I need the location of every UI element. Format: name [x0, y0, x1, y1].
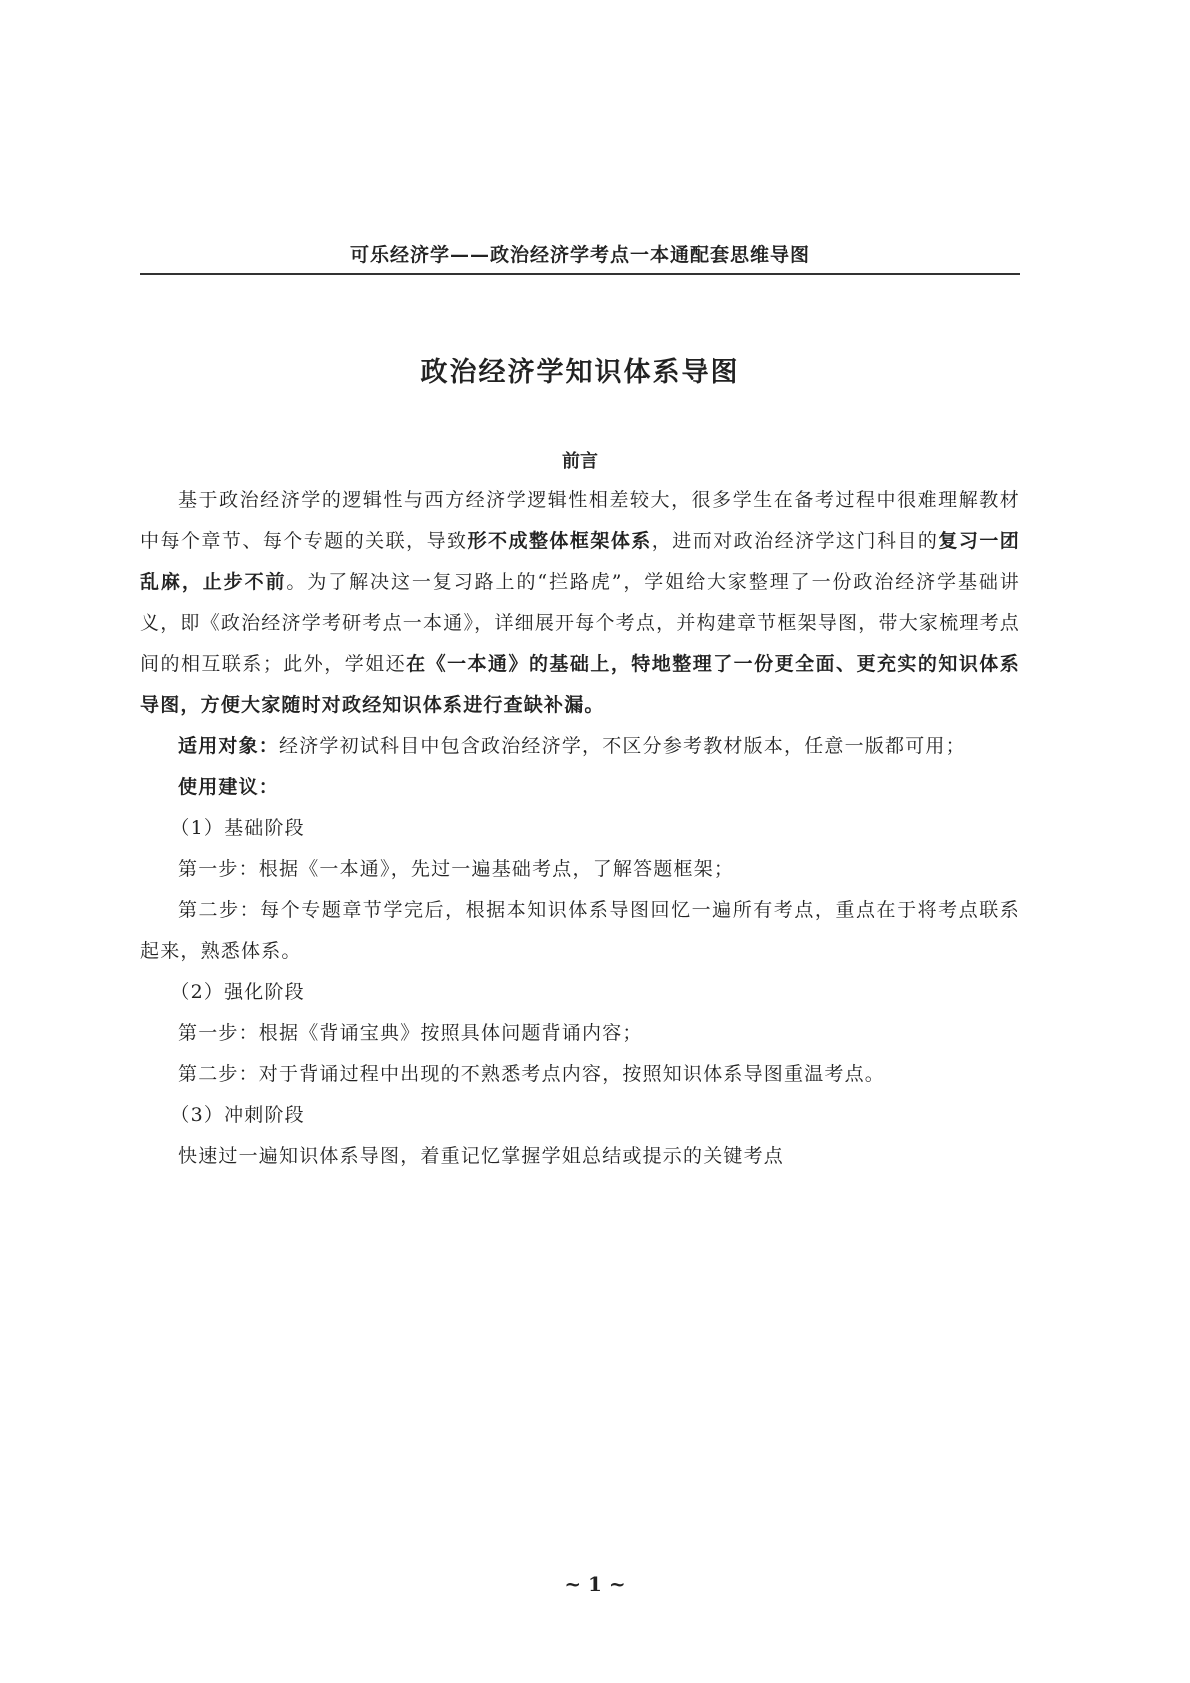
stage-step: 第二步：对于背诵过程中出现的不熟悉考点内容，按照知识体系导图重温考点。 — [178, 1063, 886, 1085]
usage-heading — [140, 767, 1020, 808]
preface-paragraph — [140, 480, 1020, 726]
document-body — [140, 480, 1020, 1177]
preface-heading: 前言 — [562, 451, 598, 472]
page-title: 政治经济学知识体系导图 — [420, 357, 740, 388]
page-number: ~ 1 ~ — [564, 1572, 626, 1596]
preface-emphasis: 形不成整体框架体系 — [467, 530, 652, 552]
stage-step: 第一步：根据《背诵宝典》按照具体问题背诵内容； — [178, 1022, 643, 1044]
preface-emphasis: 复习一团乱麻，止步不前 — [140, 530, 1020, 593]
stage-step: 第二步：每个专题章节学完后，根据本知识体系导图回忆一遍所有考点，重点在于将考点联系起来，熟悉体系。 — [140, 899, 1020, 962]
audience-label: 适用对象： — [178, 735, 280, 757]
stage-title: （3）冲刺阶段 — [170, 1104, 305, 1126]
audience-text: 经济学初试科目中包含政治经济学，不区分参考教材版本，任意一版都可用； — [279, 735, 966, 757]
stage-step: 第一步：根据《一本通》，先过一遍基础考点，了解答题框架； — [178, 858, 735, 880]
header-divider — [140, 273, 1020, 275]
preface-emphasis: 在《一本通》的基础上，特地整理了一份更全面、更充实的知识体系导图，方便大家随时对政经知识体系进行查缺补漏。 — [140, 653, 1020, 716]
usage-label: 使用建议： — [178, 776, 280, 798]
preface-text: 基于政治经济学的逻辑性与西方经济学逻辑性相差较大，很多学生在备考过程中很难理解教材中每个章节、每个专题的关联，导致 — [140, 489, 1020, 552]
audience-paragraph — [140, 726, 1020, 767]
stage-title: （1）基础阶段 — [170, 817, 305, 839]
stage-step: 快速过一遍知识体系导图，着重记忆掌握学姐总结或提示的关键考点 — [178, 1145, 785, 1167]
preface-text: ，进而对政治经济学这门科目的 — [651, 530, 939, 552]
preface-text: 。为了解决这一复习路上的“拦路虎”，学姐给大家整理了一份政治经济学基础讲义，即《政治经济学考研考点一本通》，详细展开每个考点，并构建章节框架导图，带大家梳理考点间的相互联系；此外，学姐还 — [140, 571, 1020, 675]
running-header: 可乐经济学——政治经济学考点一本通配套思维导图 — [349, 244, 810, 266]
stage-title: （2）强化阶段 — [170, 981, 305, 1003]
